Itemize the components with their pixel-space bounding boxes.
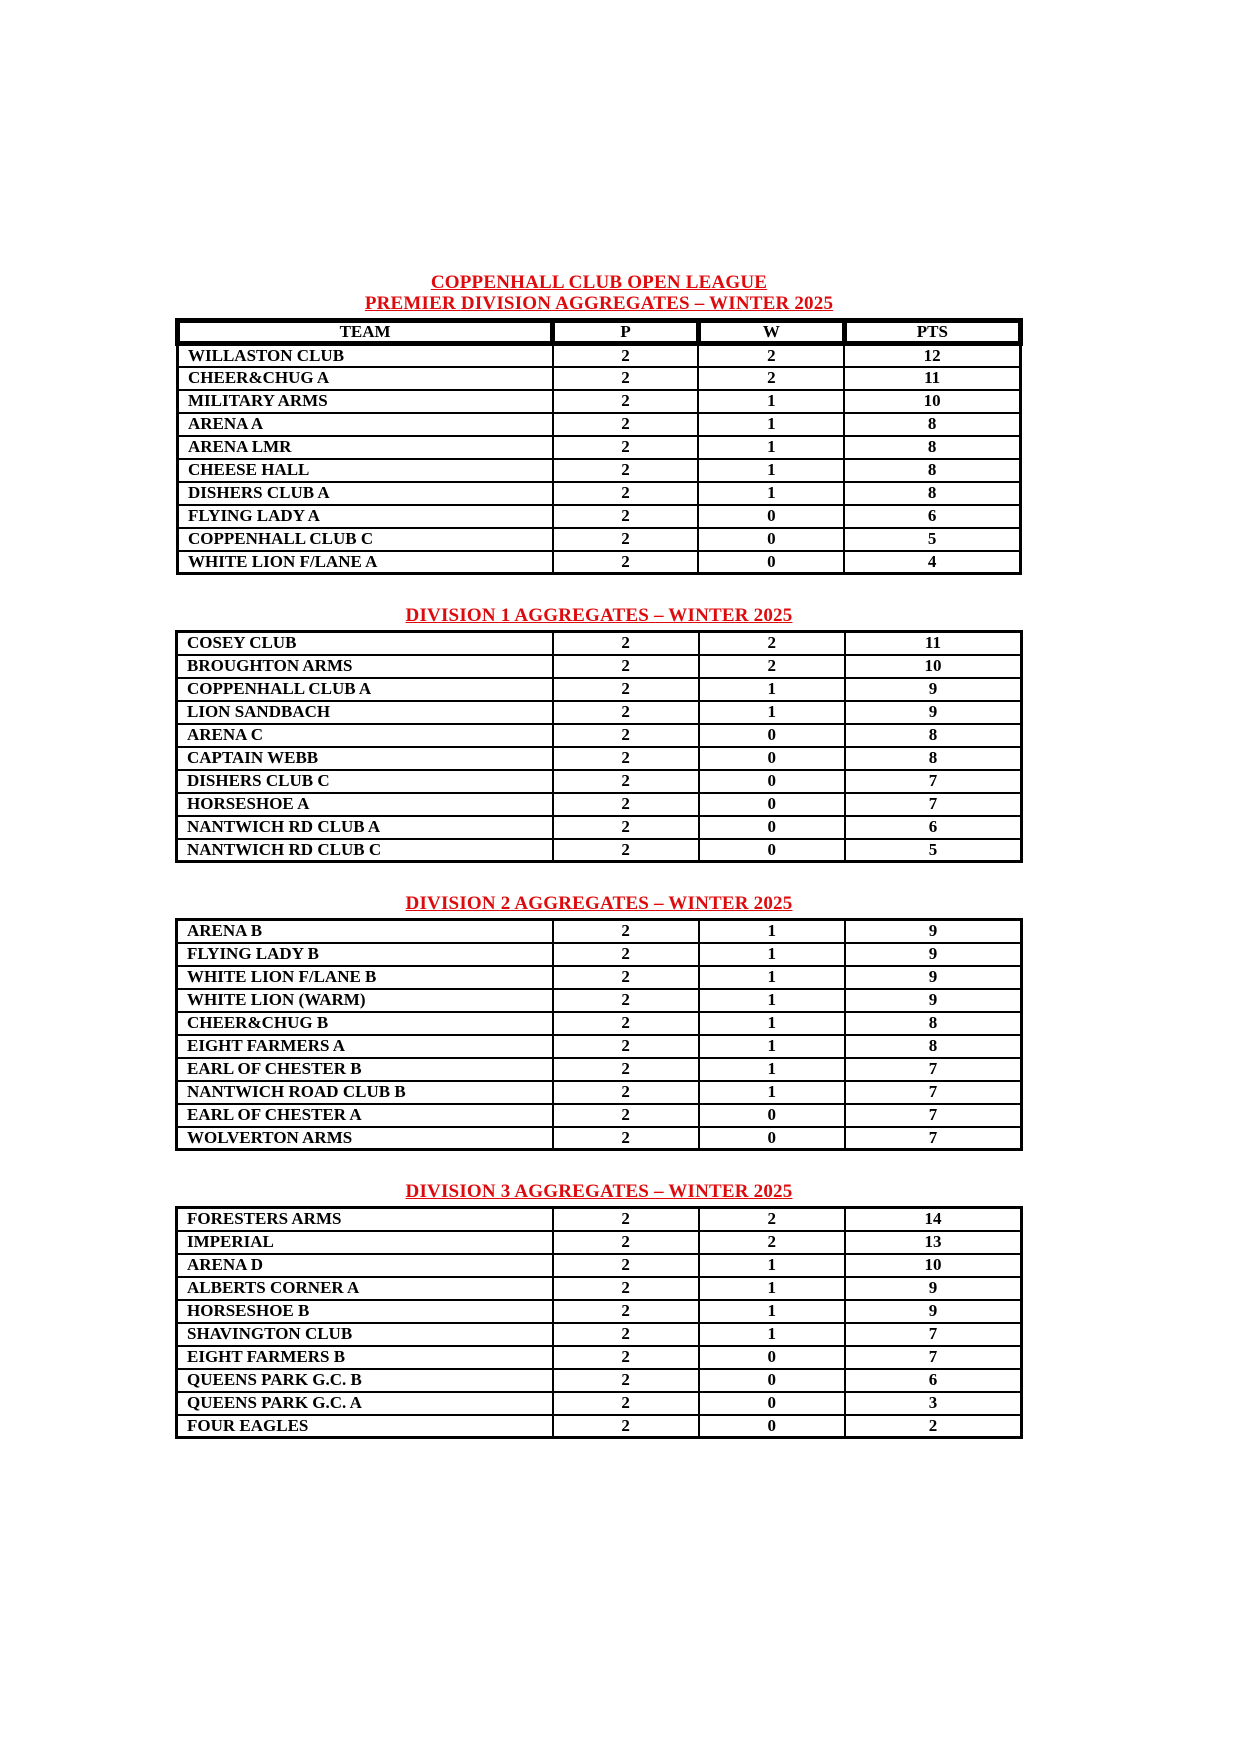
- table-row: [177, 747, 1022, 770]
- wins-cell: 0: [699, 1415, 845, 1438]
- played-cell: 2: [553, 1277, 699, 1300]
- league-table-division-2: [175, 918, 1023, 1151]
- table-row: [177, 678, 1022, 701]
- team-name-cell: ARENA A: [178, 413, 553, 436]
- team-name-cell: NANTWICH RD CLUB A: [177, 816, 553, 839]
- played-cell: 2: [553, 459, 699, 482]
- played-cell: 2: [553, 1081, 699, 1104]
- team-name-cell: WHITE LION (WARM): [177, 989, 553, 1012]
- team-name-cell: FLYING LADY B: [177, 943, 553, 966]
- table-row: [177, 920, 1022, 943]
- team-name-cell: CHEESE HALL: [178, 459, 553, 482]
- table-row: [177, 1035, 1022, 1058]
- points-cell: 10: [845, 1254, 1022, 1277]
- played-cell: 2: [553, 1208, 699, 1231]
- league-document: [175, 272, 1023, 1439]
- points-cell: 8: [845, 747, 1022, 770]
- wins-cell: 2: [698, 367, 844, 390]
- played-cell: 2: [553, 1369, 699, 1392]
- team-name-cell: COPPENHALL CLUB A: [177, 678, 553, 701]
- points-cell: 10: [844, 390, 1020, 413]
- points-cell: 9: [845, 920, 1022, 943]
- points-cell: 7: [845, 1127, 1022, 1150]
- team-name-cell: ARENA C: [177, 724, 553, 747]
- team-name-cell: SHAVINGTON CLUB: [177, 1323, 553, 1346]
- header-row: [178, 321, 1021, 344]
- played-cell: 2: [553, 1104, 699, 1127]
- played-cell: 2: [553, 482, 699, 505]
- played-cell: 2: [553, 839, 699, 862]
- wins-cell: 1: [699, 701, 845, 724]
- played-cell: 2: [553, 436, 699, 459]
- team-name-cell: EARL OF CHESTER A: [177, 1104, 553, 1127]
- league-table-division-3: [175, 1206, 1023, 1439]
- points-cell: 11: [844, 367, 1020, 390]
- points-cell: 8: [845, 1035, 1022, 1058]
- played-cell: 2: [553, 920, 699, 943]
- points-cell: 9: [845, 943, 1022, 966]
- column-header-team: TEAM: [178, 321, 553, 344]
- points-cell: 9: [845, 701, 1022, 724]
- played-cell: 2: [553, 1035, 699, 1058]
- section-division-3: [175, 1181, 1023, 1439]
- table-row: [178, 505, 1021, 528]
- table-row: [177, 943, 1022, 966]
- played-cell: 2: [553, 1392, 699, 1415]
- played-cell: 2: [553, 528, 699, 551]
- team-name-cell: EIGHT FARMERS A: [177, 1035, 553, 1058]
- played-cell: 2: [553, 367, 699, 390]
- points-cell: 11: [845, 632, 1022, 655]
- played-cell: 2: [553, 793, 699, 816]
- wins-cell: 0: [699, 1104, 845, 1127]
- played-cell: 2: [553, 1415, 699, 1438]
- team-name-cell: ARENA LMR: [178, 436, 553, 459]
- table-row: [178, 367, 1021, 390]
- table-row: [178, 528, 1021, 551]
- table-row: [177, 1346, 1022, 1369]
- team-name-cell: NANTWICH ROAD CLUB B: [177, 1081, 553, 1104]
- wins-cell: 0: [699, 793, 845, 816]
- played-cell: 2: [553, 1323, 699, 1346]
- team-name-cell: ARENA B: [177, 920, 553, 943]
- played-cell: 2: [553, 1300, 699, 1323]
- points-cell: 7: [845, 1104, 1022, 1127]
- team-name-cell: WHITE LION F/LANE A: [178, 551, 553, 574]
- points-cell: 6: [844, 505, 1020, 528]
- table-row: [177, 1081, 1022, 1104]
- section-division-1: [175, 605, 1023, 863]
- played-cell: 2: [553, 344, 699, 367]
- wins-cell: 2: [699, 632, 845, 655]
- played-cell: 2: [553, 943, 699, 966]
- team-name-cell: DISHERS CLUB C: [177, 770, 553, 793]
- team-name-cell: EARL OF CHESTER B: [177, 1058, 553, 1081]
- team-name-cell: COSEY CLUB: [177, 632, 553, 655]
- points-cell: 9: [845, 1277, 1022, 1300]
- points-cell: 7: [845, 770, 1022, 793]
- points-cell: 9: [845, 966, 1022, 989]
- table-row: [177, 1127, 1022, 1150]
- team-name-cell: WOLVERTON ARMS: [177, 1127, 553, 1150]
- column-header-p: P: [553, 321, 699, 344]
- table-row: [177, 1392, 1022, 1415]
- team-name-cell: EIGHT FARMERS B: [177, 1346, 553, 1369]
- wins-cell: 1: [698, 482, 844, 505]
- table-row: [178, 436, 1021, 459]
- played-cell: 2: [553, 1231, 699, 1254]
- wins-cell: 2: [699, 1208, 845, 1231]
- table-row: [177, 1104, 1022, 1127]
- table-row: [177, 1415, 1022, 1438]
- table-row: [177, 701, 1022, 724]
- section-title-division-1: DIVISION 1 AGGREGATES – WINTER 2025: [405, 605, 793, 626]
- team-name-cell: CHEER&CHUG B: [177, 1012, 553, 1035]
- points-cell: 7: [845, 1058, 1022, 1081]
- section-division-2: [175, 893, 1023, 1151]
- wins-cell: 1: [699, 1058, 845, 1081]
- league-table-premier-division: [175, 318, 1023, 575]
- team-name-cell: IMPERIAL: [177, 1231, 553, 1254]
- team-name-cell: FORESTERS ARMS: [177, 1208, 553, 1231]
- column-header-w: W: [698, 321, 844, 344]
- played-cell: 2: [553, 413, 699, 436]
- table-row: [177, 1300, 1022, 1323]
- table-row: [177, 793, 1022, 816]
- wins-cell: 1: [699, 1300, 845, 1323]
- wins-cell: 0: [699, 770, 845, 793]
- played-cell: 2: [553, 724, 699, 747]
- wins-cell: 0: [699, 1392, 845, 1415]
- played-cell: 2: [553, 678, 699, 701]
- table-row: [177, 989, 1022, 1012]
- wins-cell: 0: [698, 528, 844, 551]
- table-row: [177, 1323, 1022, 1346]
- wins-cell: 2: [698, 344, 844, 367]
- played-cell: 2: [553, 966, 699, 989]
- played-cell: 2: [553, 632, 699, 655]
- played-cell: 2: [553, 747, 699, 770]
- wins-cell: 1: [699, 920, 845, 943]
- wins-cell: 0: [699, 724, 845, 747]
- wins-cell: 1: [698, 413, 844, 436]
- points-cell: 9: [845, 1300, 1022, 1323]
- team-name-cell: ALBERTS CORNER A: [177, 1277, 553, 1300]
- played-cell: 2: [553, 1012, 699, 1035]
- document-title: COPPENHALL CLUB OPEN LEAGUE: [430, 272, 768, 293]
- league-table-division-1: [175, 630, 1023, 863]
- played-cell: 2: [553, 1254, 699, 1277]
- points-cell: 9: [845, 989, 1022, 1012]
- table-row: [178, 551, 1021, 574]
- wins-cell: 0: [699, 1127, 845, 1150]
- wins-cell: 1: [699, 1254, 845, 1277]
- team-name-cell: WHITE LION F/LANE B: [177, 966, 553, 989]
- played-cell: 2: [553, 816, 699, 839]
- points-cell: 2: [845, 1415, 1022, 1438]
- table-row: [178, 459, 1021, 482]
- points-cell: 8: [844, 413, 1020, 436]
- section-title-premier-division: PREMIER DIVISION AGGREGATES – WINTER 2025: [364, 293, 834, 314]
- table-row: [177, 1369, 1022, 1392]
- table-row: [177, 966, 1022, 989]
- points-cell: 7: [845, 793, 1022, 816]
- wins-cell: 1: [698, 436, 844, 459]
- table-row: [178, 482, 1021, 505]
- played-cell: 2: [553, 701, 699, 724]
- team-name-cell: FOUR EAGLES: [177, 1415, 553, 1438]
- table-row: [177, 816, 1022, 839]
- team-name-cell: CHEER&CHUG A: [178, 367, 553, 390]
- wins-cell: 1: [698, 390, 844, 413]
- team-name-cell: FLYING LADY A: [178, 505, 553, 528]
- table-row: [177, 1058, 1022, 1081]
- wins-cell: 1: [699, 966, 845, 989]
- played-cell: 2: [553, 505, 699, 528]
- wins-cell: 0: [699, 816, 845, 839]
- points-cell: 6: [845, 1369, 1022, 1392]
- team-name-cell: LION SANDBACH: [177, 701, 553, 724]
- played-cell: 2: [553, 989, 699, 1012]
- team-name-cell: COPPENHALL CLUB C: [178, 528, 553, 551]
- wins-cell: 0: [699, 747, 845, 770]
- wins-cell: 1: [699, 989, 845, 1012]
- points-cell: 8: [844, 436, 1020, 459]
- points-cell: 8: [844, 459, 1020, 482]
- team-name-cell: QUEENS PARK G.C. A: [177, 1392, 553, 1415]
- played-cell: 2: [553, 551, 699, 574]
- wins-cell: 2: [699, 1231, 845, 1254]
- points-cell: 7: [845, 1081, 1022, 1104]
- team-name-cell: WILLASTON CLUB: [178, 344, 553, 367]
- points-cell: 3: [845, 1392, 1022, 1415]
- wins-cell: 0: [698, 551, 844, 574]
- played-cell: 2: [553, 1127, 699, 1150]
- team-name-cell: CAPTAIN WEBB: [177, 747, 553, 770]
- played-cell: 2: [553, 390, 699, 413]
- table-row: [177, 632, 1022, 655]
- points-cell: 14: [845, 1208, 1022, 1231]
- sections-container: [175, 293, 1023, 1439]
- played-cell: 2: [553, 1346, 699, 1369]
- wins-cell: 0: [698, 505, 844, 528]
- table-row: [177, 1231, 1022, 1254]
- points-cell: 4: [844, 551, 1020, 574]
- column-header-pts: PTS: [844, 321, 1020, 344]
- points-cell: 13: [845, 1231, 1022, 1254]
- points-cell: 12: [844, 344, 1020, 367]
- points-cell: 10: [845, 655, 1022, 678]
- wins-cell: 0: [699, 1346, 845, 1369]
- table-row: [177, 839, 1022, 862]
- points-cell: 8: [845, 1012, 1022, 1035]
- table-row: [177, 1208, 1022, 1231]
- points-cell: 5: [845, 839, 1022, 862]
- points-cell: 5: [844, 528, 1020, 551]
- wins-cell: 1: [698, 459, 844, 482]
- wins-cell: 0: [699, 1369, 845, 1392]
- table-row: [177, 770, 1022, 793]
- wins-cell: 0: [699, 839, 845, 862]
- wins-cell: 1: [699, 1012, 845, 1035]
- team-name-cell: HORSESHOE B: [177, 1300, 553, 1323]
- points-cell: 7: [845, 1346, 1022, 1369]
- team-name-cell: HORSESHOE A: [177, 793, 553, 816]
- team-name-cell: NANTWICH RD CLUB C: [177, 839, 553, 862]
- table-row: [177, 724, 1022, 747]
- table-row: [178, 413, 1021, 436]
- table-row: [177, 1277, 1022, 1300]
- points-cell: 9: [845, 678, 1022, 701]
- points-cell: 7: [845, 1323, 1022, 1346]
- wins-cell: 1: [699, 678, 845, 701]
- section-premier-division: [175, 293, 1023, 575]
- table-row: [178, 390, 1021, 413]
- wins-cell: 1: [699, 943, 845, 966]
- played-cell: 2: [553, 1058, 699, 1081]
- points-cell: 6: [845, 816, 1022, 839]
- table-row: [177, 655, 1022, 678]
- section-title-division-3: DIVISION 3 AGGREGATES – WINTER 2025: [405, 1181, 793, 1202]
- played-cell: 2: [553, 655, 699, 678]
- points-cell: 8: [845, 724, 1022, 747]
- table-row: [178, 344, 1021, 367]
- table-row: [177, 1254, 1022, 1277]
- team-name-cell: ARENA D: [177, 1254, 553, 1277]
- wins-cell: 2: [699, 655, 845, 678]
- wins-cell: 1: [699, 1081, 845, 1104]
- table-row: [177, 1012, 1022, 1035]
- section-title-division-2: DIVISION 2 AGGREGATES – WINTER 2025: [405, 893, 793, 914]
- team-name-cell: BROUGHTON ARMS: [177, 655, 553, 678]
- team-name-cell: MILITARY ARMS: [178, 390, 553, 413]
- wins-cell: 1: [699, 1323, 845, 1346]
- played-cell: 2: [553, 770, 699, 793]
- points-cell: 8: [844, 482, 1020, 505]
- wins-cell: 1: [699, 1277, 845, 1300]
- wins-cell: 1: [699, 1035, 845, 1058]
- team-name-cell: DISHERS CLUB A: [178, 482, 553, 505]
- team-name-cell: QUEENS PARK G.C. B: [177, 1369, 553, 1392]
